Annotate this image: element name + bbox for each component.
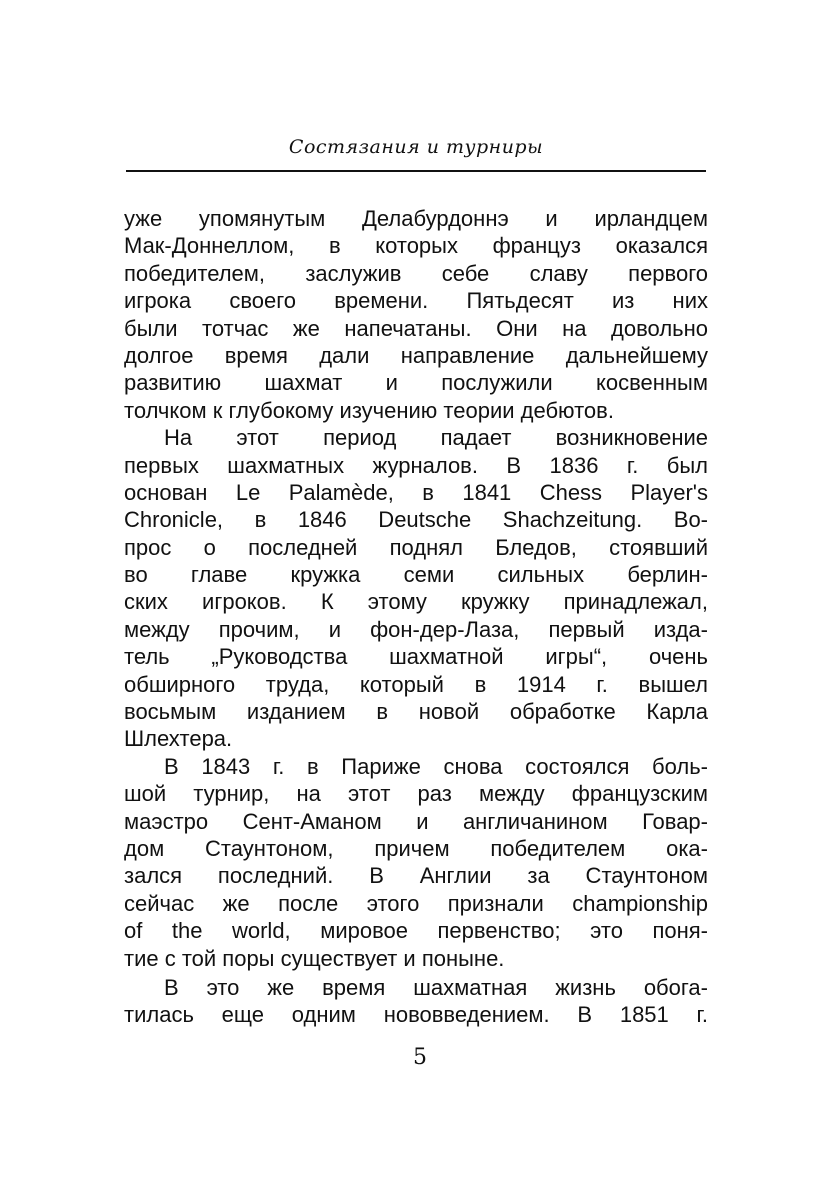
text-line: тель „Руководства шахматной игры“, очень bbox=[124, 644, 708, 670]
text-line: На этот период падает возникновение bbox=[164, 425, 708, 451]
text-line: между прочим, и фон-дер-Лаза, первый изда- bbox=[124, 616, 708, 642]
text-line: развитию шахмат и послужили косвенным bbox=[124, 370, 708, 396]
text-line: восьмым изданием в новой обработке Карла bbox=[124, 699, 708, 725]
text-line: игрока своего времени. Пятьдесят из них bbox=[124, 288, 708, 314]
text-line: сейчас же после этого признали championship bbox=[124, 890, 708, 916]
text-line: ских игроков. К этому кружку принадлежал, bbox=[124, 589, 708, 615]
text-line: уже упомянутым Делабурдоннэ и ирландцем bbox=[124, 206, 708, 231]
text-line: тие с той поры существует и поныне. bbox=[124, 945, 505, 971]
text-line: во главе кружка семи сильных берлин- bbox=[124, 562, 708, 588]
paragraph-2 bbox=[124, 424, 708, 753]
page-number: 5 bbox=[413, 1045, 427, 1070]
text-line: победителем, заслужив себе славу первого bbox=[124, 260, 708, 286]
text-line: зался последний. В Англии за Стаунтоном bbox=[124, 863, 708, 889]
text-line: В это же время шахматная жизнь обога- bbox=[164, 974, 708, 1000]
paragraph-3 bbox=[124, 753, 708, 972]
paragraph-1 bbox=[124, 205, 708, 424]
text-line: долгое время дали направление дальнейшему bbox=[124, 342, 708, 368]
text-line: основан Le Palamède, в 1841 Chess Player's bbox=[124, 479, 708, 505]
text-line: В 1843 г. в Париже снова состоялся боль- bbox=[164, 753, 708, 779]
text-line: первых шахматных журналов. В 1836 г. был bbox=[124, 452, 708, 478]
text-line: of the world, мировое первенство; это поня- bbox=[124, 918, 708, 944]
paragraph-4 bbox=[124, 974, 708, 1029]
text-line: тилась еще одним нововведением. В 1851 г. bbox=[124, 1002, 708, 1028]
text-line: Шлехтера. bbox=[124, 726, 233, 752]
running-title: Состязания и турниры bbox=[288, 136, 544, 158]
text-line: дом Стаунтоном, причем победителем ока- bbox=[124, 835, 708, 861]
text-line: толчком к глубокому изучению теории дебютов. bbox=[124, 397, 614, 423]
text-line: прос о последней поднял Бледов, стоявший bbox=[124, 534, 708, 560]
text-line: шой турнир, на этот раз между французским bbox=[124, 781, 708, 807]
body-text bbox=[124, 205, 708, 1029]
header-rule bbox=[126, 170, 706, 172]
text-line: Chronicle, в 1846 Deutsche Shachzeitung. Во- bbox=[124, 507, 708, 533]
text-line: маэстро Сент-Аманом и англичанином Говар- bbox=[124, 808, 708, 834]
text-line: были тотчас же напечатаны. Они на довольно bbox=[124, 315, 708, 341]
text-line: Мак-Доннеллом, в которых француз оказался bbox=[124, 233, 708, 259]
text-line: обширного труда, который в 1914 г. вышел bbox=[124, 671, 708, 697]
